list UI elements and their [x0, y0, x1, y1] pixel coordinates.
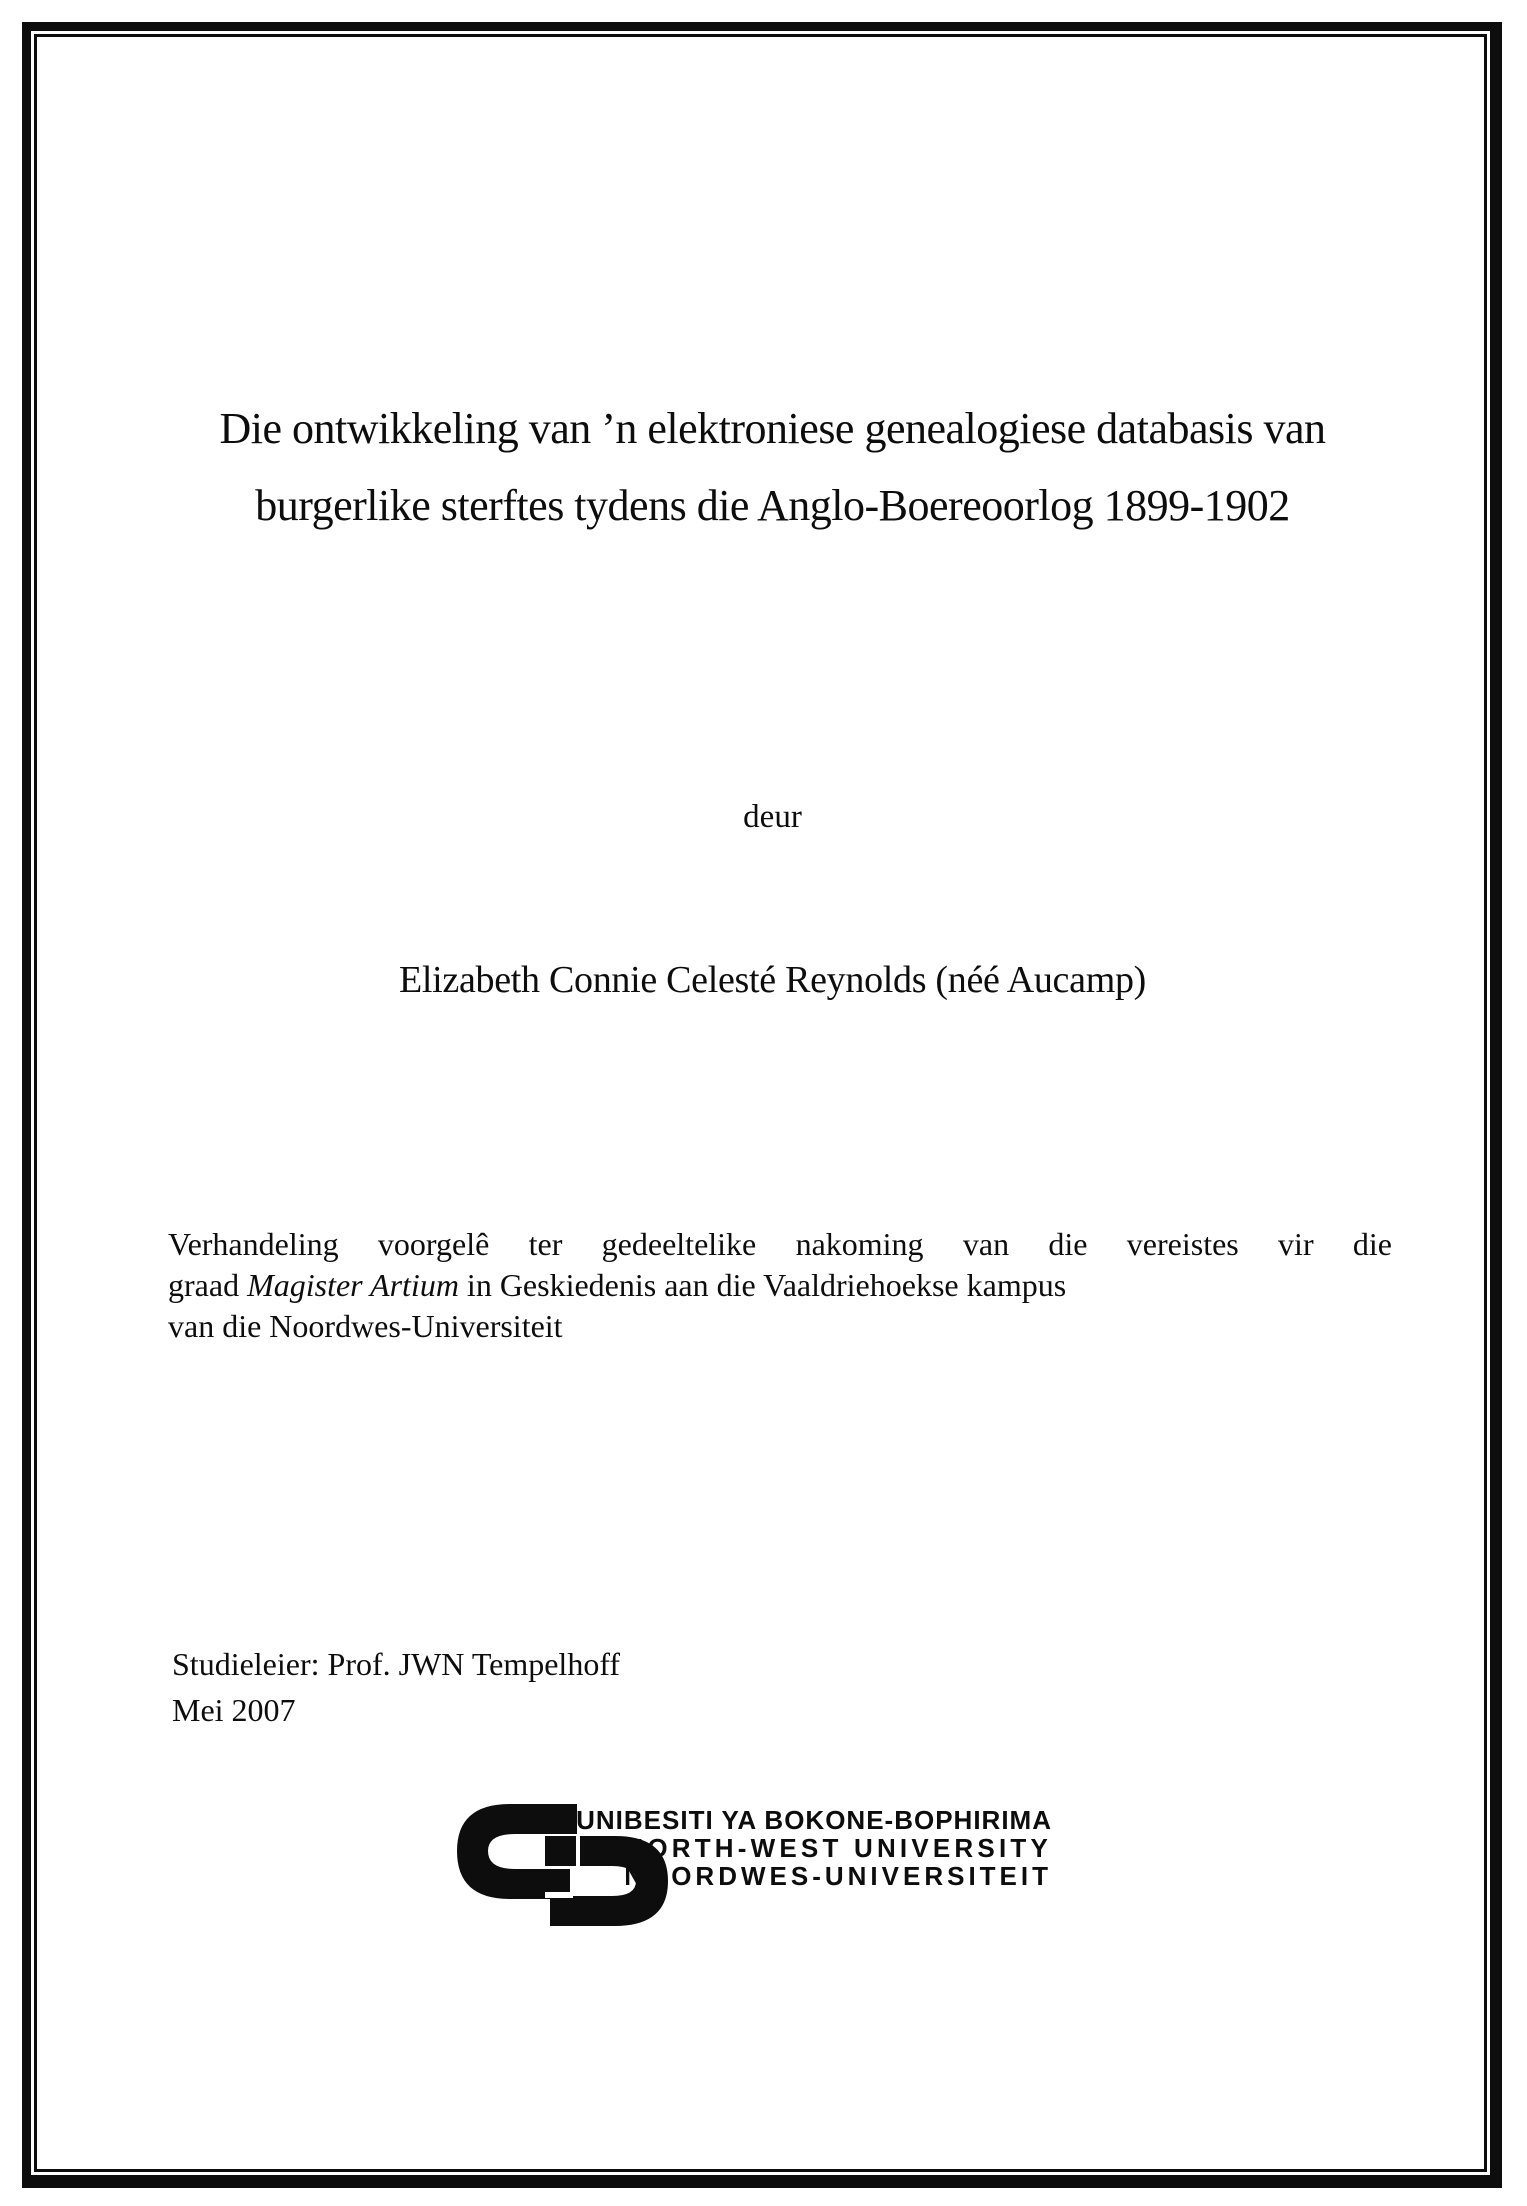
- byline-label: deur: [743, 799, 802, 835]
- degree-statement-line-1: Verhandeling voorgelê ter gedeeltelike nakoming van die vereistes vir die: [168, 1226, 1392, 1262]
- supervisor-and-date: [172, 1641, 620, 1733]
- author-name: Elizabeth Connie Celesté Reynolds (néé Aucamp): [398, 959, 1147, 1001]
- university-name-setswana: YUNIBESITI YA BOKONE-BOPHIRIMA: [557, 1805, 1052, 1835]
- degree-name-italic: Magister Artium: [247, 1267, 459, 1303]
- degree-statement-line-2-pre: graad: [168, 1267, 248, 1303]
- university-wordmark: [547, 1806, 1052, 1890]
- thesis-title-line-1: Die ontwikkeling van ’n elektroniese genealogiese databasis van: [219, 404, 1326, 453]
- university-name-english: NORTH-WEST UNIVERSITY: [624, 1833, 1052, 1863]
- date-line: Mei 2007: [172, 1692, 296, 1728]
- university-name-afrikaans: NOORDWES-UNIVERSITEIT: [624, 1861, 1052, 1891]
- degree-statement: [168, 1224, 1392, 1347]
- thesis-title: [30, 390, 1515, 544]
- degree-statement-line-2-post: in Geskiedenis aan die Vaaldriehoekse kampus: [458, 1267, 1067, 1303]
- degree-statement-line-3: van die Noordwes-Universiteit: [168, 1308, 563, 1344]
- university-logo: [457, 1802, 1077, 1952]
- thesis-title-line-2: burgerlike sterftes tydens die Anglo-Boereoorlog 1899-1902: [255, 481, 1290, 530]
- degree-statement-line-2: [168, 1265, 1392, 1306]
- supervisor-line: Studieleier: Prof. JWN Tempelhoff: [172, 1646, 621, 1682]
